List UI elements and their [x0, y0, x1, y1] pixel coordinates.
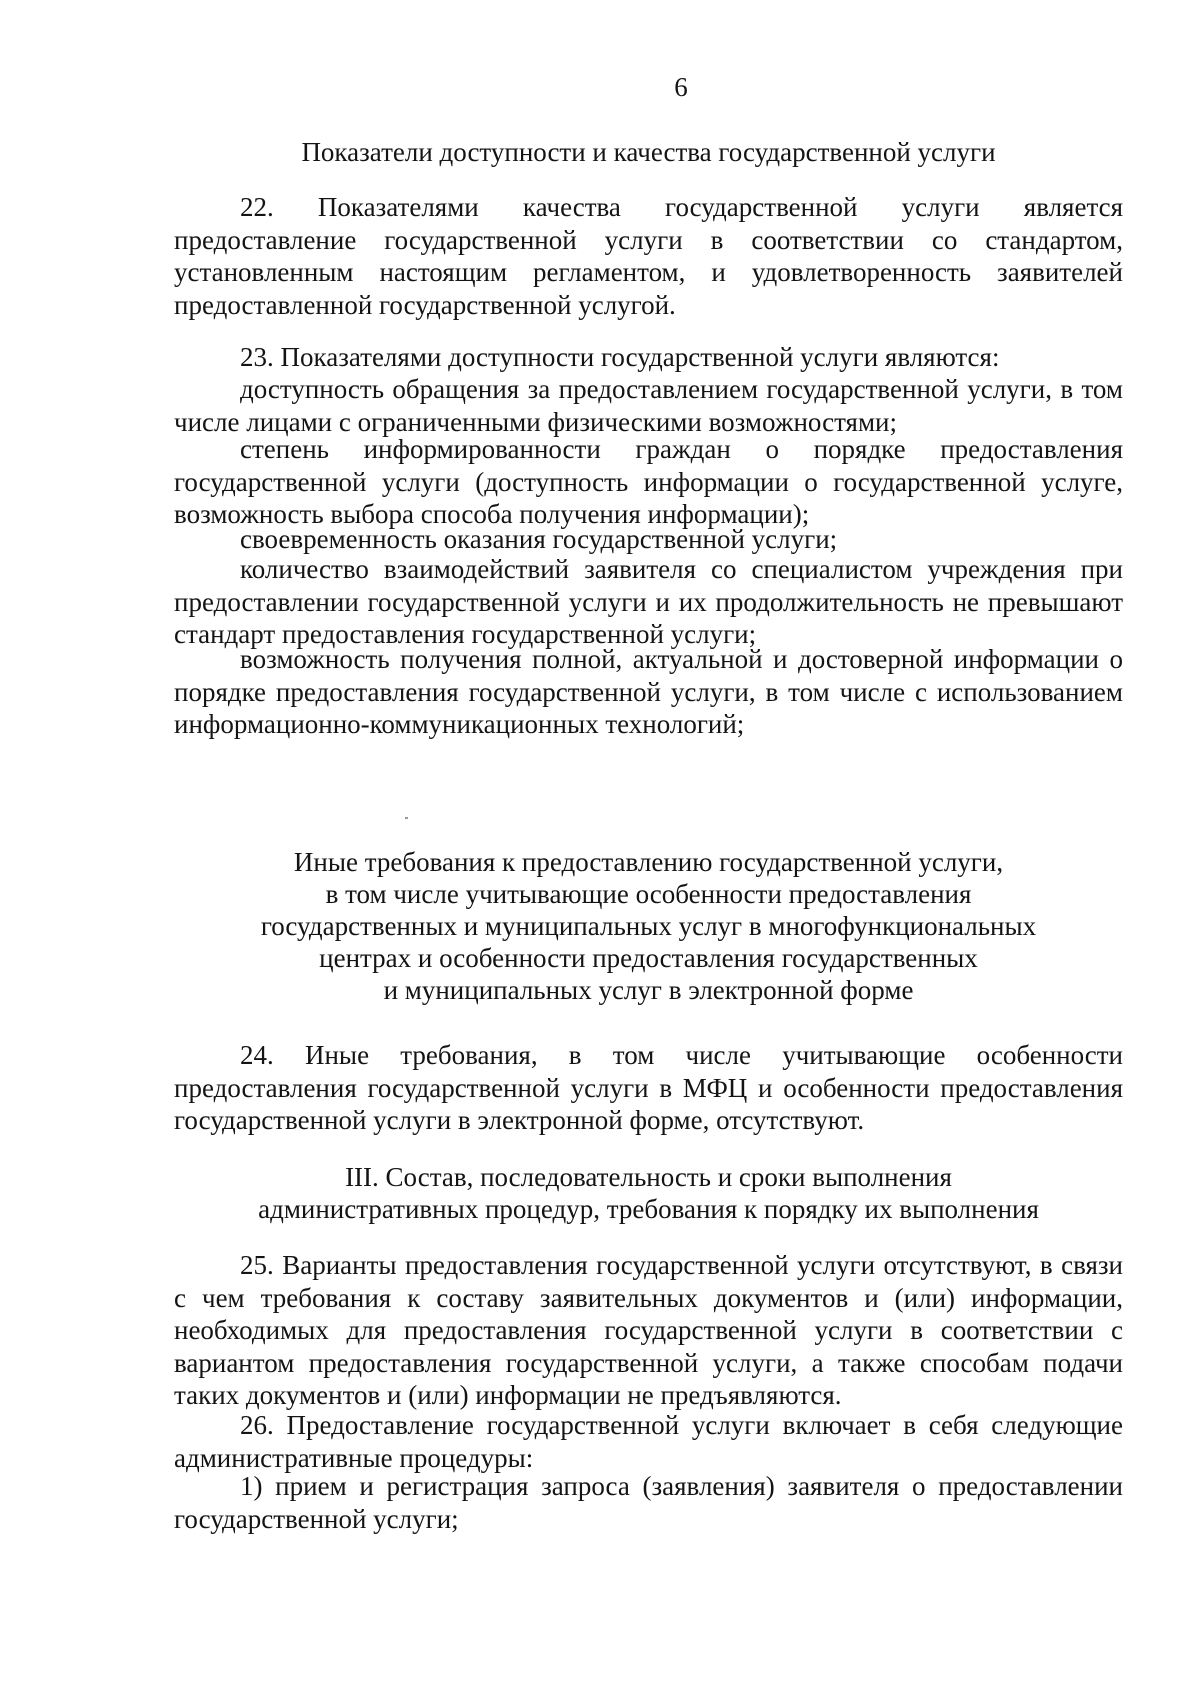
- scan-mark: [405, 817, 408, 819]
- paragraph-23-intro: 23. Показателями доступности государственной услуги являются:: [240, 342, 1000, 372]
- heading-line: и муниципальных услуг в электронной форме: [383, 975, 914, 1005]
- section-heading-other-requirements: [174, 846, 1123, 1006]
- heading-line: центрах и особенности предоставления государственных: [319, 943, 978, 973]
- heading-line: Иные требования к предоставлению государственной услуги,: [293, 847, 1004, 877]
- paragraph-23-item-4: количество взаимодействий заявителя со специалистом учреждения при предоставлении государственной услуги и их продолжительность не превышают стандарт предоставления государственной услуги;: [174, 554, 1123, 649]
- paragraph-23-item-2: степень информированности граждан о порядке предоставления государственной услуги (доступность информации о государственной услуге, возможность выбора способа получения информации);: [174, 434, 1123, 529]
- page-number: 6: [674, 72, 688, 102]
- paragraph-23-item-3: своевременность оказания государственной услуги;: [240, 524, 838, 554]
- paragraph-23-item-5: возможность получения полной, актуальной и достоверной информации о порядке предоставления государственной услуги, в том числе с использованием информационно-коммуникационных технологий;: [174, 644, 1123, 739]
- heading-line: III. Состав, последовательность и сроки выполнения: [345, 1162, 952, 1192]
- section-heading-quality: Показатели доступности и качества государственной услуги: [301, 137, 996, 167]
- paragraph-25: 25. Варианты предоставления государственной услуги отсутствуют, в связи с чем требования к составу заявительных документов и (или) информации, необходимых для предоставления государственной услуги в соответствии с вариантом предоставления государственной услуги, а также способам подачи таких документов и (или) информации не предъявляются.: [174, 1250, 1123, 1410]
- paragraph-26-item-1: 1) прием и регистрация запроса (заявления) заявителя о предоставлении государственной услуги;: [174, 1471, 1123, 1534]
- section-heading-procedures: [174, 1161, 1123, 1225]
- paragraph-22: 22. Показателями качества государственной услуги является предоставление государственной услуги в соответствии со стандартом, установленным настоящим регламентом, и удовлетворенность заявителей предоставленной государственной услугой.: [174, 192, 1123, 320]
- heading-line: административных процедур, требования к порядку их выполнения: [258, 1194, 1039, 1224]
- paragraph-23-item-1: доступность обращения за предоставлением государственной услуги, в том числе лицами с ограниченными физическими возможностями;: [174, 374, 1123, 437]
- paragraph-26: 26. Предоставление государственной услуги включает в себя следующие административные процедуры:: [174, 1410, 1123, 1473]
- heading-line: в том числе учитывающие особенности предоставления: [325, 879, 972, 909]
- paragraph-24: 24. Иные требования, в том числе учитывающие особенности предоставления государственной услуги в МФЦ и особенности предоставления государственной услуги в электронной форме, отсутствуют.: [174, 1040, 1123, 1135]
- heading-line: государственных и муниципальных услуг в многофункциональных: [260, 911, 1037, 941]
